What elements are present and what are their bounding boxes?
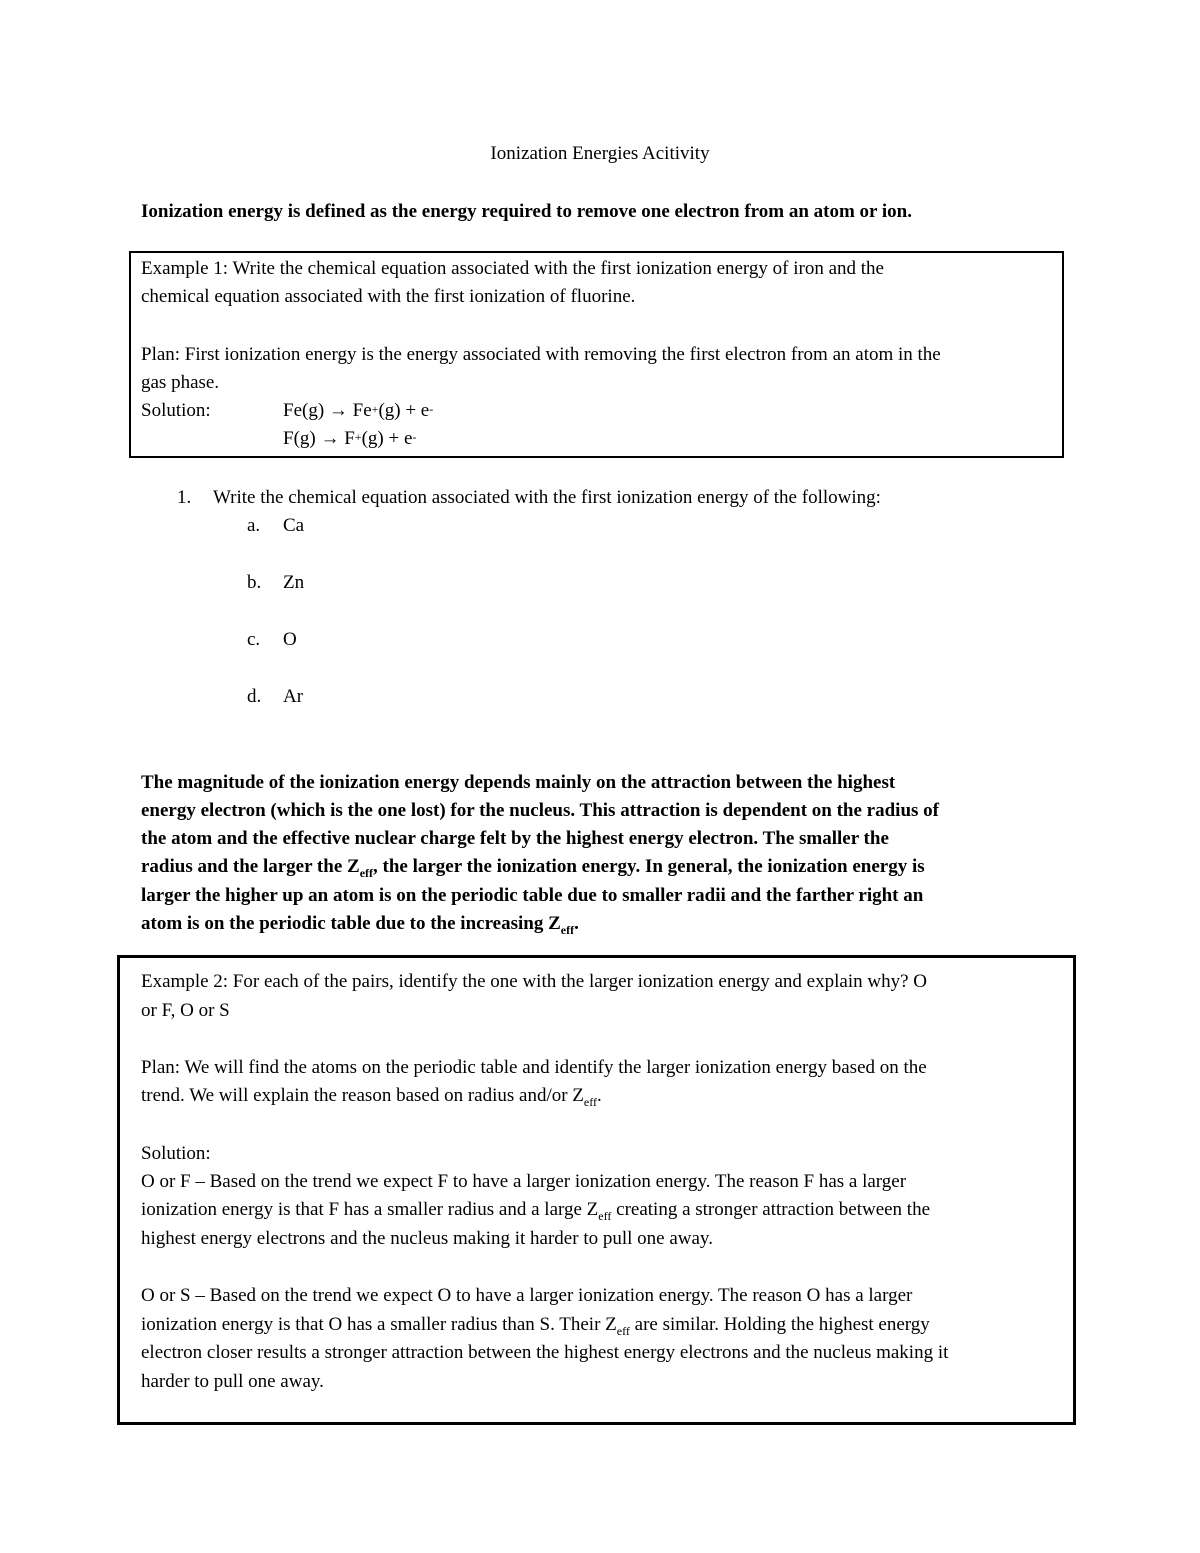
magnitude-line-6 [141, 910, 579, 939]
o-or-f-line-3: highest energy electrons and the nucleus making it harder to pull one away. [141, 1228, 713, 1249]
equation-fluorine-electron-charge: - [412, 430, 417, 444]
o-or-s-line-2-start: ionization energy is that O has a smaller radius than S. Their Z [141, 1314, 617, 1335]
question-1-number: 1. [177, 487, 192, 508]
zeff-subscript: eff [560, 923, 575, 937]
example-1-equation-fluorine [283, 425, 416, 453]
magnitude-line-4-start: radius and the larger the Z [141, 856, 360, 877]
page-title: Ionization Energies Acitivity [490, 143, 710, 164]
zeff-subscript: eff [359, 866, 374, 880]
equation-iron-left: Fe(g) → Fe [283, 400, 372, 421]
example-1-solution-label: Solution: [141, 400, 211, 421]
magnitude-line-6-end: . [574, 913, 579, 934]
o-or-f-line-2-end: creating a stronger attraction between the [611, 1199, 931, 1220]
question-1-item-text: O [283, 629, 297, 650]
question-1-item-text: Ar [283, 686, 304, 707]
o-or-f-line-2-start: ionization energy is that F has a smaller radius and a large Z [141, 1199, 599, 1220]
o-or-s-line-4: harder to pull one away. [141, 1371, 324, 1392]
example-1-equation-iron [283, 397, 433, 425]
example-1-line-1: Example 1: Write the chemical equation associated with the first ionization energy of iron and the [141, 258, 884, 279]
plan-line-2-start: trend. We will explain the reason based on radius and/or Z [141, 1085, 584, 1106]
example-1-plan-line-1: Plan: First ionization energy is the energy associated with removing the first electron from an atom in the [141, 344, 941, 365]
o-or-f-line-1: O or F – Based on the trend we expect F to have a larger ionization energy. The reason F has a larger [141, 1171, 907, 1192]
question-1-item-text: Zn [283, 572, 305, 593]
example-2-plan-line-1: Plan: We will find the atoms on the periodic table and identify the larger ionization energy based on the [141, 1057, 927, 1078]
magnitude-line-6-start: atom is on the periodic table due to the increasing Z [141, 913, 561, 934]
magnitude-line-3: the atom and the effective nuclear charge felt by the highest energy electron. The smaller the [141, 828, 889, 849]
magnitude-line-2: energy electron (which is the one lost) for the nucleus. This attraction is dependent on the radius of [141, 800, 939, 821]
example-2-line-1: Example 2: For each of the pairs, identify the one with the larger ionization energy and explain why? O [141, 971, 927, 992]
o-or-s-line-2-end: are similar. Holding the highest energy [629, 1314, 930, 1335]
equation-iron-right: (g) + e [378, 400, 430, 421]
example-1-line-2: chemical equation associated with the first ionization of fluorine. [141, 286, 636, 307]
question-1-item-letter: d. [247, 686, 262, 707]
question-1-text: Write the chemical equation associated with the first ionization energy of the following: [213, 487, 881, 508]
equation-iron-electron-charge: - [429, 402, 434, 416]
equation-fluorine-charge: + [354, 430, 362, 444]
definition-text: Ionization energy is defined as the energy required to remove one electron from an atom or ion. [141, 201, 912, 222]
equation-fluorine-left: F(g) → F [283, 428, 355, 449]
example-2-plan-line-2 [141, 1082, 602, 1111]
question-1-item-letter: b. [247, 572, 262, 593]
zeff-subscript: eff [583, 1095, 598, 1109]
magnitude-line-5: larger the higher up an atom is on the periodic table due to smaller radii and the farther right an [141, 885, 924, 906]
o-or-s-line-2 [141, 1311, 930, 1340]
question-1-item-text: Ca [283, 515, 305, 536]
example-1-plan-line-2: gas phase. [141, 372, 220, 393]
magnitude-line-4-end: , the larger the ionization energy. In general, the ionization energy is [373, 856, 925, 877]
equation-iron-charge: + [371, 402, 379, 416]
magnitude-line-1: The magnitude of the ionization energy depends mainly on the attraction between the highest [141, 772, 896, 793]
example-2-solution-label: Solution: [141, 1143, 211, 1164]
equation-fluorine-right: (g) + e [361, 428, 413, 449]
o-or-s-line-3: electron closer results a stronger attraction between the highest energy electrons and the nucleus making it [141, 1342, 949, 1363]
zeff-subscript: eff [616, 1324, 630, 1338]
question-1-item-letter: a. [247, 515, 261, 536]
o-or-s-line-1: O or S – Based on the trend we expect O to have a larger ionization energy. The reason O has a larger [141, 1285, 913, 1306]
plan-line-2-end: . [597, 1085, 602, 1106]
example-2-line-2: or F, O or S [141, 1000, 230, 1021]
zeff-subscript: eff [598, 1209, 612, 1223]
question-1-item-letter: c. [247, 629, 261, 650]
magnitude-line-4 [141, 853, 925, 882]
o-or-f-line-2 [141, 1196, 930, 1225]
